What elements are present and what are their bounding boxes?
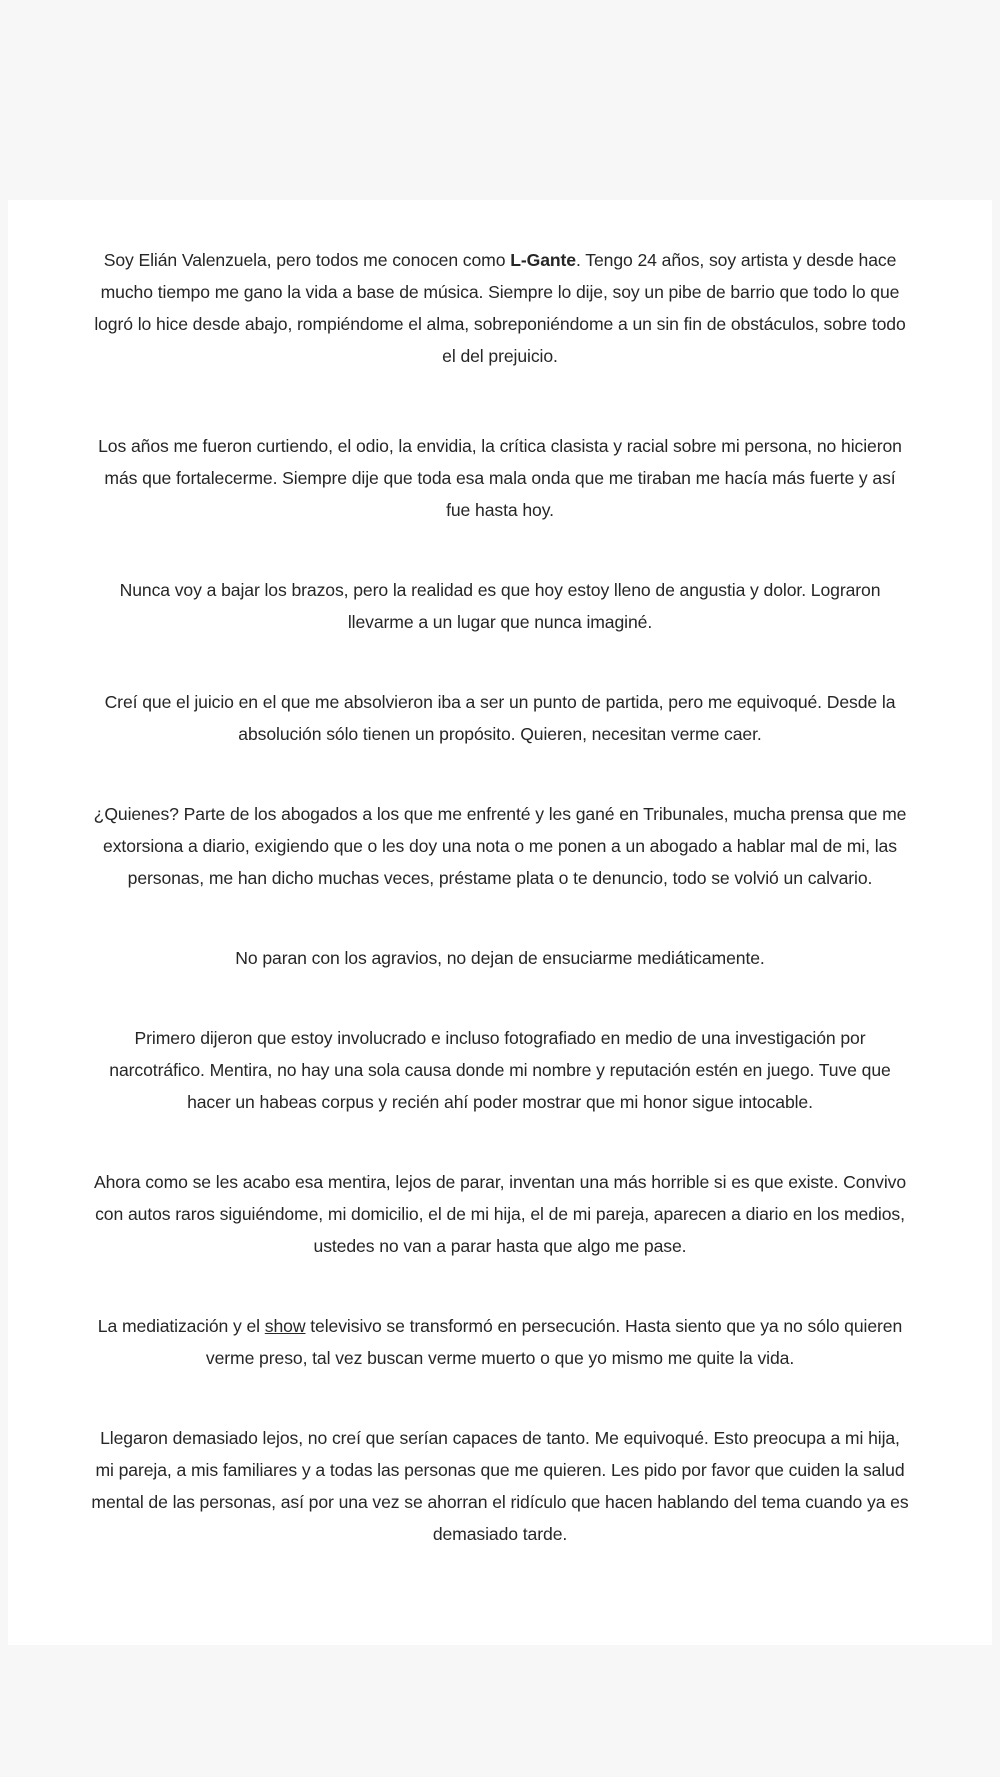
- statement-body: [90, 244, 910, 1550]
- paragraph-8: Ahora como se les acabo esa mentira, lejos de parar, inventan una más horrible si es que existe. Convivo con autos raros siguiéndome, mi domicilio, el de mi hija, el de mi pareja, aparecen a diario en los medios, ustedes no van a parar hasta que algo me pase.: [93, 1172, 907, 1256]
- paragraph-6: No paran con los agravios, no dejan de ensuciarme mediáticamente.: [235, 948, 765, 968]
- top-background-band: [0, 0, 1000, 200]
- underlined-word: show: [264, 1316, 306, 1336]
- paragraph-7: Primero dijeron que estoy involucrado e incluso fotografiado en medio de una investigación por narcotráfico. Mentira, no hay una sola causa donde mi nombre y reputación estén en juego. Tuve que hacer un habeas corpus y recién ahí poder mostrar que mi honor sigue intocable.: [109, 1028, 891, 1112]
- paragraph-2: Los años me fueron curtiendo, el odio, la envidia, la crítica clasista y racial sobre mi persona, no hicieron más que fortalecerme. Siempre dije que toda esa mala onda que me tiraban me hacía más fuerte y así fue hasta hoy.: [98, 436, 902, 520]
- bottom-background-band: [0, 1645, 1000, 1777]
- paragraph-4: Creí que el juicio en el que me absolvieron iba a ser un punto de partida, pero me equivoqué. Desde la absolución sólo tienen un propósito. Quieren, necesitan verme caer.: [104, 692, 896, 744]
- paragraph-9-intro: La mediatización y el: [97, 1316, 265, 1336]
- paragraph-10: Llegaron demasiado lejos, no creí que serían capaces de tanto. Me equivoqué. Esto preocupa a mi hija, mi pareja, a mis familiares y a todas las personas que me quieren. Les pido por favor que cuiden la salud mental de las personas, así por una vez se ahorran el ridículo que hacen hablando del tema cuando ya es demasiado tarde.: [91, 1428, 909, 1544]
- artist-name: L-Gante: [510, 250, 576, 270]
- paragraph-9: [90, 1310, 910, 1374]
- paragraph-3: Nunca voy a bajar los brazos, pero la realidad es que hoy estoy lleno de angustia y dolor. Lograron llevarme a un lugar que nunca imaginé.: [119, 580, 881, 632]
- document-page: [8, 200, 992, 1645]
- paragraph-1-intro: Soy Elián Valenzuela, pero todos me conocen como: [103, 250, 511, 270]
- paragraph-9-rest: televisivo se transformó en persecución. Hasta siento que ya no sólo quieren verme preso, tal vez buscan verme muerto o que yo mismo me quite la vida.: [205, 1316, 903, 1368]
- paragraph-1-rest: . Tengo 24 años, soy artista y desde hace mucho tiempo me gano la vida a base de música. Siempre lo dije, soy un pibe de barrio que todo lo que logró lo hice desde abajo, rompiéndome el alma, sobreponiéndome a un sin fin de obstáculos, sobre todo el del prejuicio.: [94, 250, 906, 366]
- paragraph-1: [90, 244, 910, 372]
- paragraph-5: ¿Quienes? Parte de los abogados a los que me enfrenté y les gané en Tribunales, mucha prensa que me extorsiona a diario, exigiendo que o les doy una nota o me ponen a un abogado a hablar mal de mi, las personas, me han dicho muchas veces, préstame plata o te denuncio, todo se volvió un calvario.: [93, 804, 907, 888]
